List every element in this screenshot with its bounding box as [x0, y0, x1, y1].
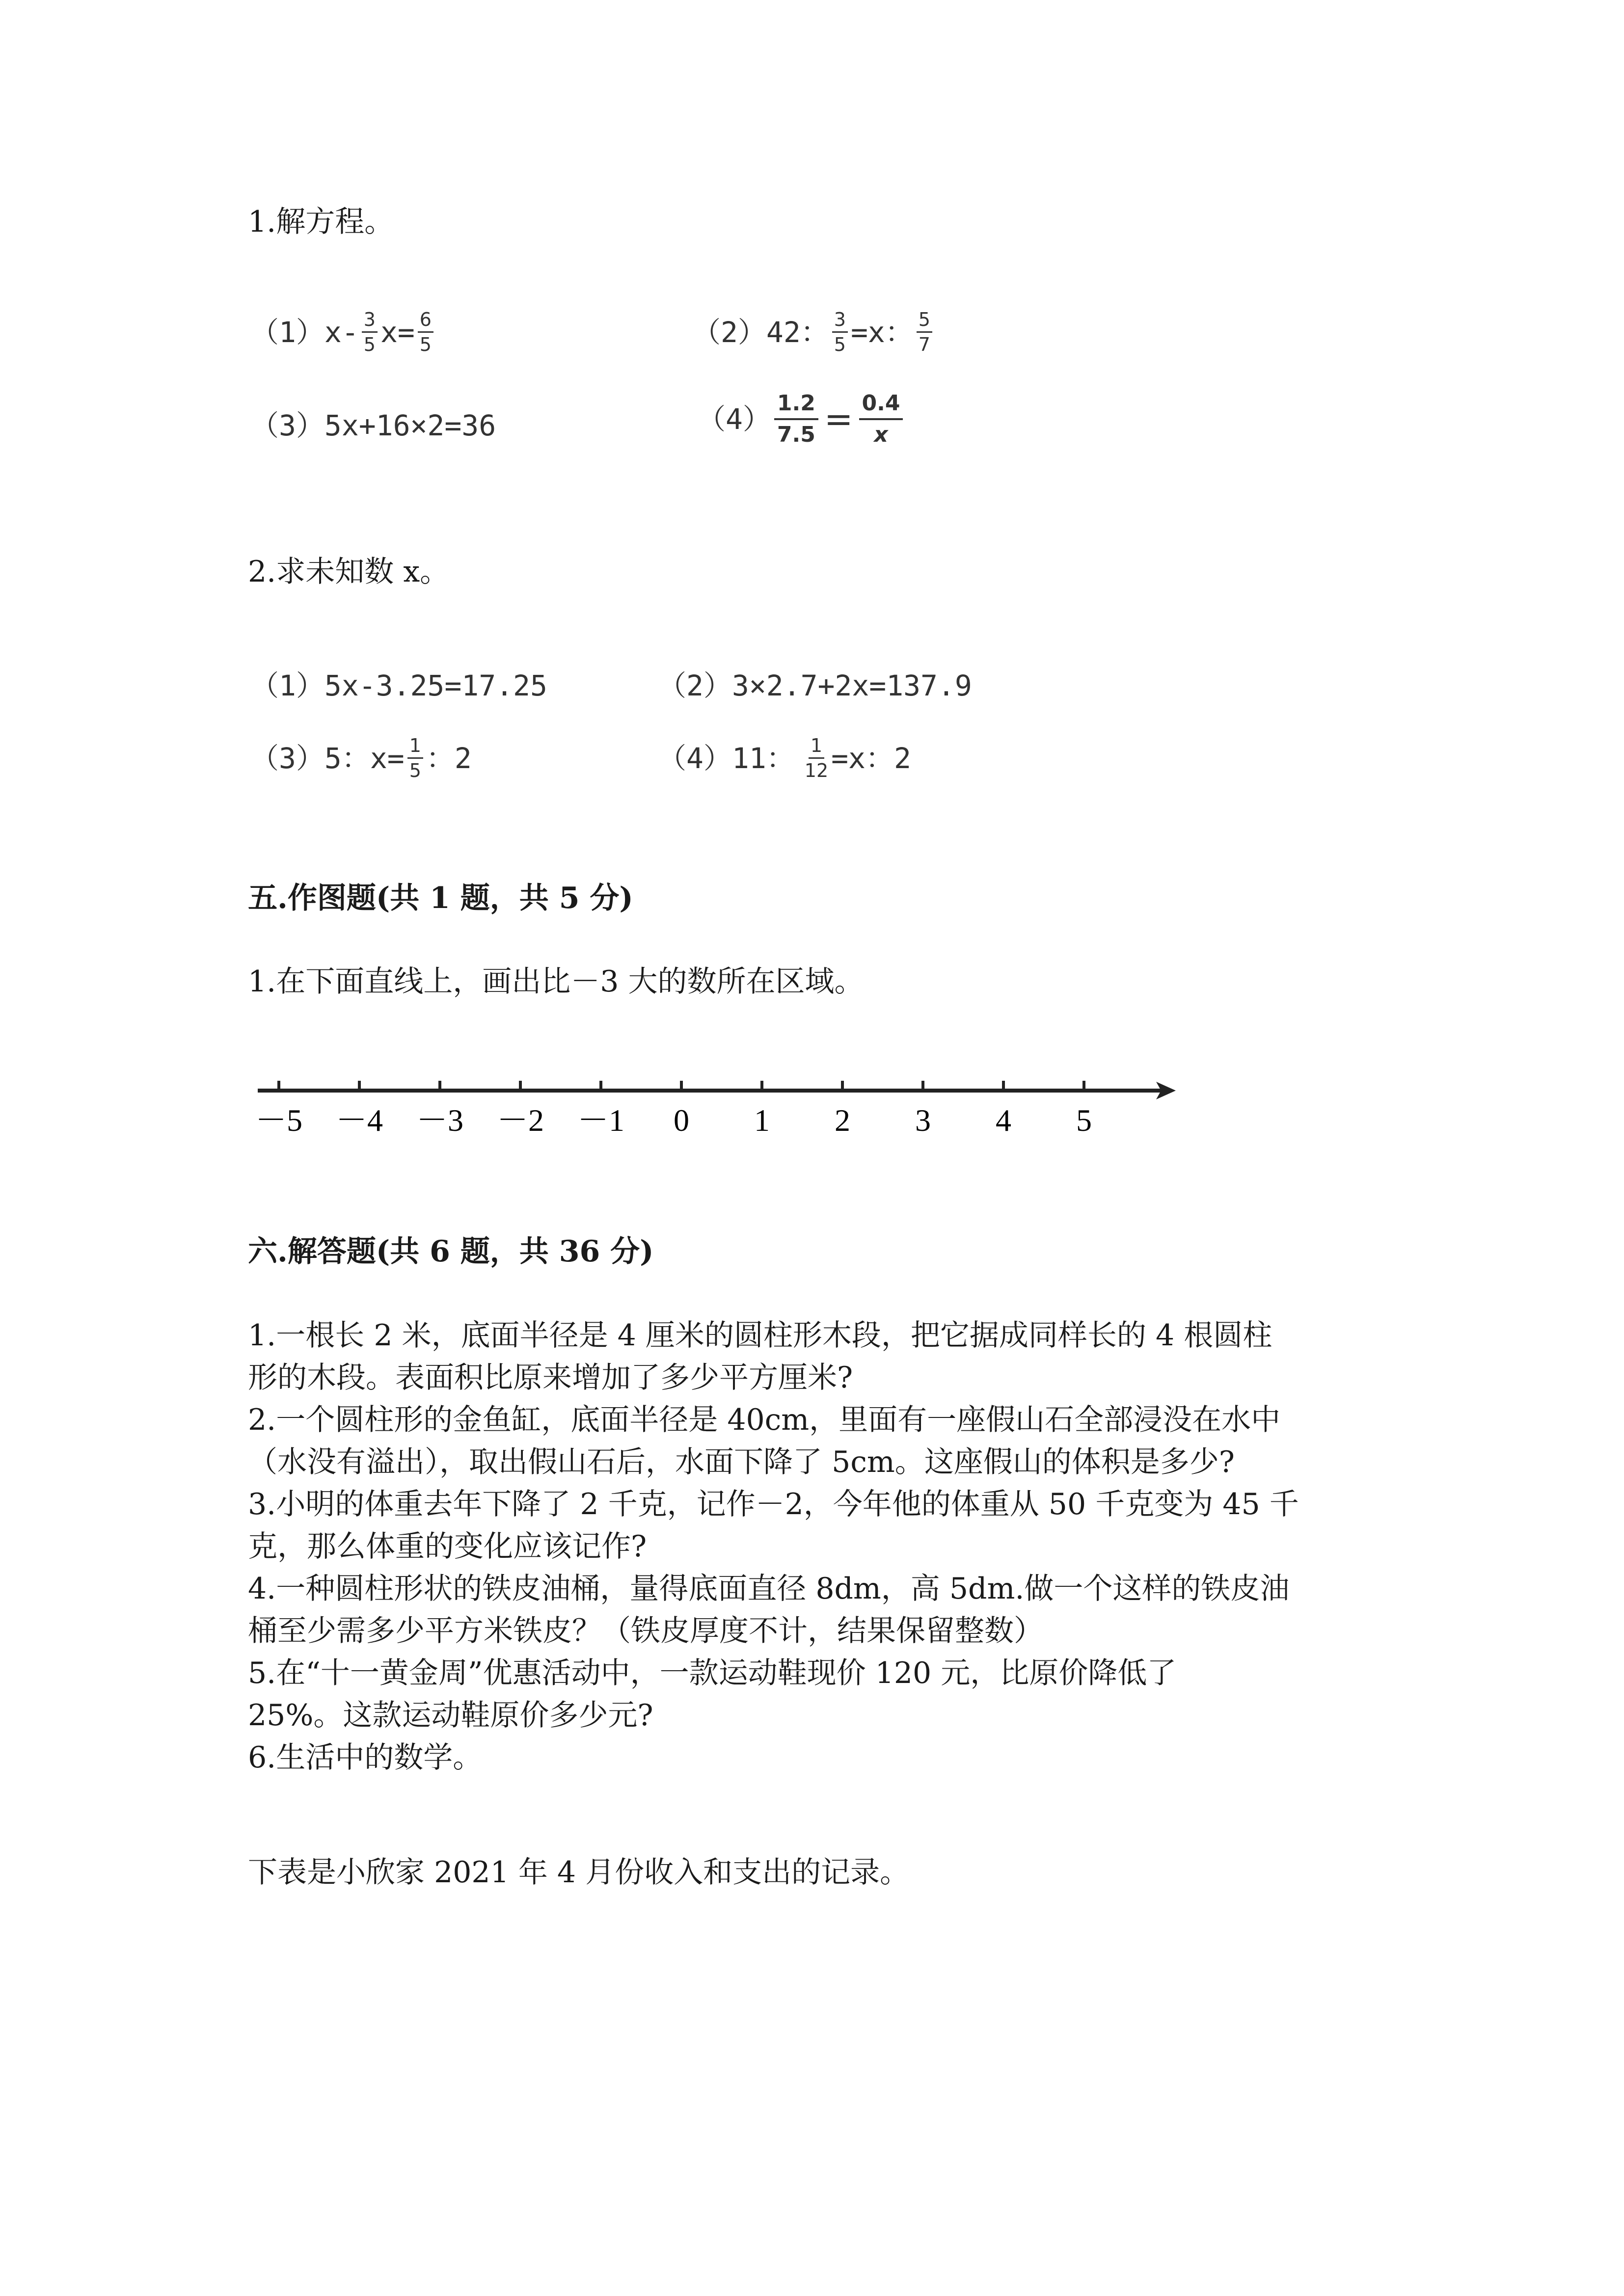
equation-text: （3）5：x=: [250, 741, 405, 775]
number-line-label: 5: [1076, 1103, 1092, 1138]
number-line-label: －2: [497, 1103, 544, 1138]
equation-text: ：2: [426, 741, 472, 775]
question-title-find-x: 2.求未知数 x。: [248, 555, 450, 589]
equation-5: （1）5x-3.25=17.25: [250, 669, 547, 702]
equation-text: （4）: [697, 402, 771, 436]
fraction: $\frac{1.2}{7.5}$: [774, 393, 818, 446]
number-line-label: 4: [996, 1103, 1011, 1138]
fraction: $\frac{3}{5}$: [362, 310, 378, 354]
number-line-label: 0: [674, 1103, 689, 1138]
question-line: 5.在“十一黄金周”优惠活动中，一款运动鞋现价 120 元，比原价降低了: [248, 1656, 1177, 1690]
number-line-label: 1: [754, 1103, 770, 1138]
number-line-label: －1: [577, 1103, 624, 1138]
question-line: 桶至少需多少平方米铁皮？（铁皮厚度不计，结果保留整数）: [248, 1614, 1043, 1648]
number-line-label: －3: [416, 1103, 463, 1138]
number-line-label: 3: [915, 1103, 931, 1138]
equation-text: =x：: [850, 315, 914, 349]
fraction: $\frac{1}{5}$: [407, 736, 423, 780]
question-line: 形的木段。表面积比原来增加了多少平方厘米?: [248, 1361, 853, 1395]
number-line-label: －5: [255, 1103, 302, 1138]
fraction: $\frac{3}{5}$: [832, 310, 848, 354]
answer-questions: [248, 1314, 1299, 1779]
question-line: 4.一种圆柱形状的铁皮油桶，量得底面直径 8dm，高 5dm.做一个这样的铁皮油: [248, 1572, 1290, 1606]
equation-6: （2）3×2.7+2x=137.9: [658, 669, 972, 702]
section-heading-answers: 六.解答题(共 6 题，共 36 分): [248, 1234, 654, 1269]
number-line-label: 2: [835, 1103, 850, 1138]
question-line: 6.生活中的数学。: [248, 1740, 483, 1775]
question-line: 2.一个圆柱形的金鱼缸，底面半径是 40cm，里面有一座假山石全部浸没在水中: [248, 1403, 1281, 1437]
equation-3: （3）5x+16×2=36: [250, 409, 496, 442]
equation-text: （1）x-: [250, 315, 359, 349]
fraction: $\frac{1}{12}$: [804, 735, 829, 781]
equation-text: =x：2: [831, 741, 911, 775]
fraction: $\frac{6}{5}$: [418, 310, 433, 354]
equation-text: x=: [380, 315, 415, 349]
question-line: 1.一根长 2 米，底面半径是 4 厘米的圆柱形木段，把它据成同样长的 4 根圆柱: [248, 1318, 1272, 1353]
section-heading-drawing: 五.作图题(共 1 题，共 5 分): [248, 881, 633, 915]
table-intro: 下表是小欣家 2021 年 4 月份收入和支出的记录。: [248, 1855, 910, 1890]
question-title-solve-equations: 1.解方程。: [248, 205, 394, 239]
equation-text: （2）42：: [692, 315, 829, 349]
fraction: $\frac{5}{7}$: [917, 310, 932, 354]
fraction: $\frac{0.4}{x}$: [859, 393, 903, 446]
question-line: （水没有溢出），取出假山石后，水面下降了 5cm。这座假山的体积是多少?: [248, 1445, 1235, 1479]
equals-sign: =: [824, 399, 853, 439]
question-line: 克，那么体重的变化应该记作?: [248, 1529, 647, 1564]
equation-text: （4）11：: [658, 741, 795, 775]
question-line: 25%。这款运动鞋原价多少元?: [248, 1698, 653, 1733]
question-line: 3.小明的体重去年下降了 2 千克，记作－2，今年他的体重从 50 千克变为 45 千: [248, 1487, 1299, 1522]
number-line-label: －4: [336, 1103, 383, 1138]
question-number-line: 1.在下面直线上，画出比－3 大的数所在区域。: [248, 964, 864, 999]
